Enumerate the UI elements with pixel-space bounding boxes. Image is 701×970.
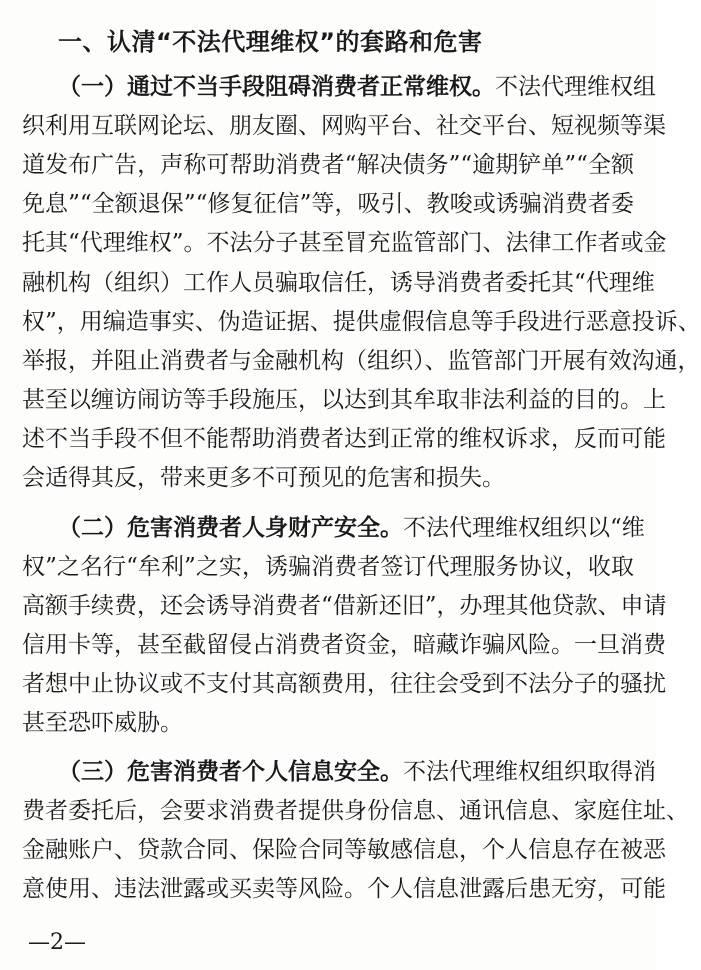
paragraph-2-line: 甚至恐吓威胁。 [22, 710, 183, 736]
page-number: —2— [28, 930, 86, 955]
paragraph-2-line: 者想中止协议或不支付其高额费用，往往会受到不法分子的骚扰 [22, 671, 666, 697]
paragraph-1-line: 免息”“全额退保”“修复征信”等，吸引、教唆或诱骗消费者委 [22, 191, 634, 217]
paragraph-1-lead: （一）通过不当手段阻碍消费者正常维权。 [58, 74, 495, 100]
section-heading: 一、认清“不法代理维权”的套路和危害 [58, 28, 483, 56]
paragraph-1-line: 织利用互联网论坛、朋友圈、网购平台、社交平台、短视频等渠 [22, 113, 666, 139]
paragraph-1-line-1 [58, 72, 656, 102]
paragraph-2-text: 不法代理维权组织以“维 [403, 515, 645, 541]
paragraph-3-line: 费者委托后，会要求消费者提供身份信息、通讯信息、家庭住址、 [22, 798, 689, 824]
paragraph-1-line: 道发布广告，声称可帮助消费者“解决债务”“逾期铲单”“全额 [22, 152, 634, 178]
paragraph-3-line-1 [58, 757, 656, 787]
paragraph-3-lead: （三）危害消费者个人信息安全。 [58, 759, 403, 785]
paragraph-1-line: 托其“代理维权”。不法分子甚至冒充监管部门、法律工作者或金 [22, 230, 667, 256]
paragraph-3-text: 不法代理维权组织取得消 [403, 759, 656, 785]
paragraph-3-line: 金融账户、贷款合同、保险合同等敏感信息，个人信息存在被恶 [22, 837, 666, 863]
paragraph-3-line: 意使用、违法泄露或买卖等风险。个人信息泄露后患无穷，可能 [22, 876, 666, 902]
paragraph-1-line: 权”，用编造事实、伪造证据、提供虚假信息等手段进行恶意投诉、 [22, 309, 701, 335]
paragraph-1-line: 会适得其反，带来更多不可预见的危害和损失。 [22, 465, 505, 491]
paragraph-2-line-1 [58, 513, 645, 543]
paragraph-2-line: 高额手续费，还会诱导消费者“借新还旧”，办理其他贷款、申请 [22, 593, 667, 619]
paragraph-1-line: 融机构（组织）工作人员骗取信任，诱导消费者委托其“代理维 [22, 270, 655, 296]
paragraph-2-lead: （二）危害消费者人身财产安全。 [58, 515, 403, 541]
paragraph-1-line: 甚至以缠访闹访等手段施压，以达到其牟取非法利益的目的。上 [22, 387, 666, 413]
paragraph-1-line: 举报，并阻止消费者与金融机构（组织）、监管部门开展有效沟通， [22, 348, 701, 374]
paragraph-2-line: 权”之名行“牟利”之实，诱骗消费者签订代理服务协议，收取 [22, 554, 634, 580]
paragraph-1-line: 述不当手段不但不能帮助消费者达到正常的维权诉求，反而可能 [22, 426, 666, 452]
paragraph-1-text: 不法代理维权组 [495, 74, 656, 100]
paragraph-2-line: 信用卡等，甚至截留侵占消费者资金，暗藏诈骗风险。一旦消费 [22, 632, 666, 658]
